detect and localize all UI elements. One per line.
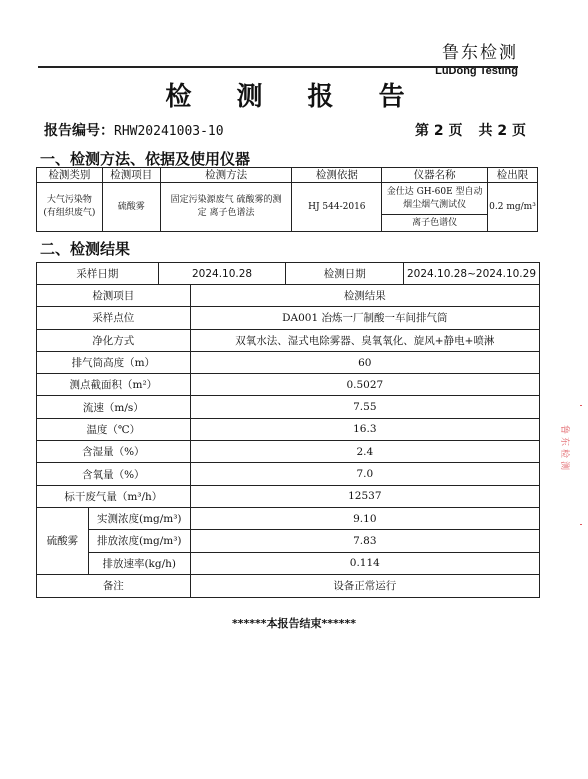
row-value: 16.3: [190, 418, 539, 440]
table-row: [37, 418, 540, 440]
result-table: [36, 262, 540, 598]
sample-date-value: 2024.10.28: [158, 263, 286, 285]
cell-instrument-2: 离子色谱仪: [382, 215, 488, 232]
row-label: 含湿量（%）: [37, 441, 191, 463]
seal-stamp: [556, 405, 582, 525]
row-value: 9.10: [190, 507, 539, 529]
section2-title: 二、检测结果: [40, 240, 131, 258]
page-current: 第 2 页: [415, 123, 463, 139]
header-category: 检测类别: [37, 168, 103, 183]
result-header-row: [37, 285, 540, 307]
table-row: [37, 552, 540, 574]
row-value: 7.55: [190, 396, 539, 418]
row-label: 流速（m/s）: [37, 396, 191, 418]
table-row: [37, 396, 540, 418]
page-total: 共 2 页: [478, 123, 526, 139]
table-row: [37, 441, 540, 463]
report-number-value: RHW20241003-10: [114, 124, 224, 139]
cell-method: 固定污染源废气 硫酸雾的测定 离子色谱法: [160, 183, 292, 232]
remark-label: 备注: [37, 574, 191, 597]
row-label: 实测浓度(mg/m³): [88, 507, 190, 529]
header-limit: 检出限: [488, 168, 538, 183]
cell-category: 大气污染物(有组织废气): [37, 183, 103, 232]
report-title: 检 测 报 告: [165, 82, 423, 112]
header-item: 检测项目: [102, 168, 160, 183]
row-value: DA001 冶炼一厂制酸一车间排气筒: [190, 307, 539, 329]
row-label: 温度（℃）: [37, 418, 191, 440]
group-label: 硫酸雾: [37, 507, 89, 574]
row-label: 测点截面积（m²）: [37, 374, 191, 396]
cell-instrument-1: 金仕达 GH-60E 型自动烟尘烟气测试仪: [382, 183, 488, 215]
table-row: [37, 374, 540, 396]
row-label: 净化方式: [37, 329, 191, 351]
method-table: [36, 167, 538, 232]
section1-title: 一、检测方法、依据及使用仪器: [40, 150, 251, 168]
row-value: 2.4: [190, 441, 539, 463]
table-row: [37, 351, 540, 373]
method-row: [37, 183, 538, 215]
row-label: 排放速率(kg/h): [88, 552, 190, 574]
cell-limit: 0.2 mg/m³: [488, 183, 538, 232]
cell-item: 硫酸雾: [102, 183, 160, 232]
table-row: [37, 485, 540, 507]
test-date-label: 检测日期: [286, 263, 404, 285]
row-value: 12537: [190, 485, 539, 507]
row-label: 排放浓度(mg/m³): [88, 530, 190, 552]
row-value: 0.114: [190, 552, 539, 574]
brand-name-cn: 鲁东检测: [442, 43, 518, 63]
table-row: [37, 530, 540, 552]
header-rule: [38, 66, 518, 68]
report-end-marker: ******本报告结束******: [231, 617, 357, 630]
row-label: 排气筒高度（m）: [37, 351, 191, 373]
brand-block: [435, 38, 518, 77]
table-row: [37, 463, 540, 485]
table-row: [37, 329, 540, 351]
report-number: [44, 120, 224, 140]
remark-value: 设备正常运行: [190, 574, 539, 597]
svg-text:鲁东检测: 鲁东检测: [559, 425, 569, 474]
cell-basis: HJ 544-2016: [292, 183, 382, 232]
remark-row: [37, 574, 540, 597]
row-value: 0.5027: [190, 374, 539, 396]
row-label: 采样点位: [37, 307, 191, 329]
date-row: [37, 263, 540, 285]
header-method: 检测方法: [160, 168, 292, 183]
method-table-header: [37, 168, 538, 183]
header-instrument: 仪器名称: [382, 168, 488, 183]
table-row: [37, 507, 540, 529]
result-header-result: 检测结果: [190, 285, 539, 307]
row-value: 双氧水法、湿式电除雾器、臭氧氧化、旋风+静电+喷淋: [190, 329, 539, 351]
row-value: 7.0: [190, 463, 539, 485]
page-indicator: [399, 120, 526, 140]
row-label: 含氧量（%）: [37, 463, 191, 485]
result-header-item: 检测项目: [37, 285, 191, 307]
sample-date-label: 采样日期: [37, 263, 159, 285]
report-number-label: 报告编号：: [44, 123, 114, 139]
header-basis: 检测依据: [292, 168, 382, 183]
test-date-value: 2024.10.28~2024.10.29: [404, 263, 540, 285]
brand-name-en: LuDong Testing: [435, 65, 518, 77]
row-value: 7.83: [190, 530, 539, 552]
table-row: [37, 307, 540, 329]
row-label: 标干废气量（m³/h）: [37, 485, 191, 507]
row-value: 60: [190, 351, 539, 373]
